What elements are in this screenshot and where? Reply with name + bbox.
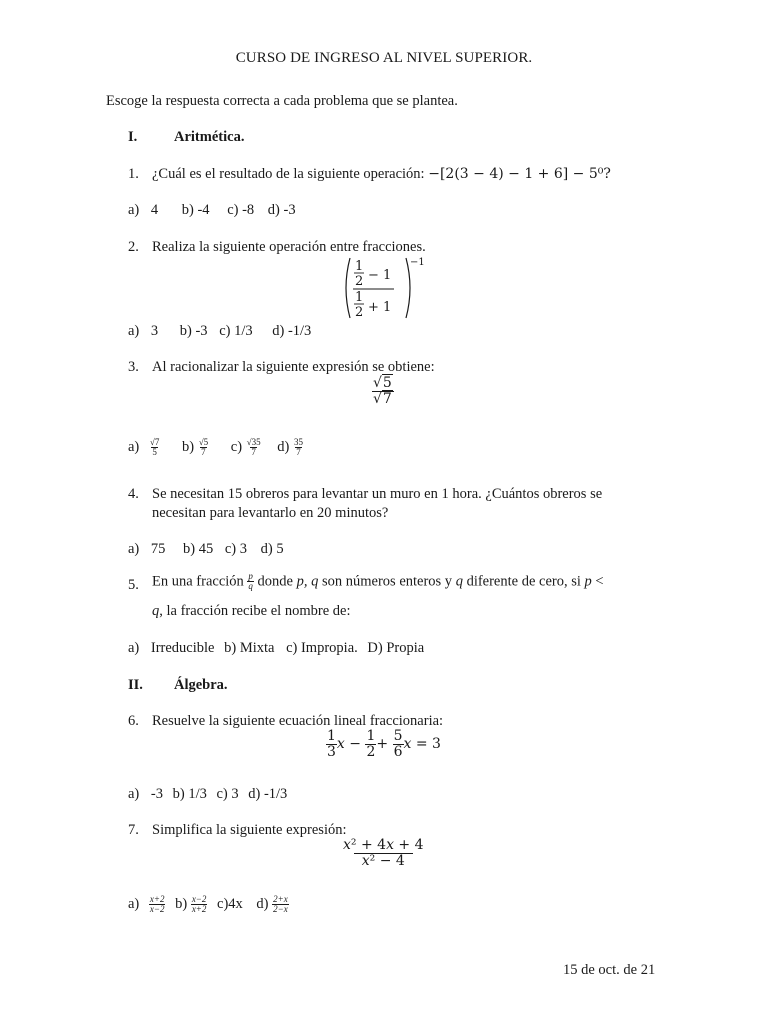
q7-text: Simplifica la siguiente expresión: [152,822,347,838]
q7-option-d-label: d) [256,896,269,913]
q6-option-c: c) 3 [216,786,239,802]
section-1-numeral: I. [128,129,138,145]
q5-text-line1: En una fracción $\frac{p}{q}$ donde p, q son números enteros y q diferente de cero, si p < [152,571,604,592]
q3-option-c-label: c) [230,439,243,456]
q5-text-part1: En una fracción [152,573,244,590]
svg-text:− 1: − 1 [368,268,392,283]
q7-option-b-label: b) [175,896,188,913]
q1-option-b: b) -4 [181,202,210,218]
q5-option-a-label: a) [128,640,140,656]
q1-text: ¿Cuál es el resultado de la siguiente operación: [152,166,425,182]
q1-option-c: c) -8 [227,202,255,218]
q3-option-d-label: d) [277,439,290,456]
q1-option-d: d) -3 [267,202,296,218]
q7-number: 7. [128,822,139,838]
q7-option-b-value: $\frac{x-2}{x+2}$ [191,894,207,915]
page-title: CURSO DE INGRESO AL NIVEL SUPERIOR. [235,50,533,66]
q3-option-b-value: $\frac{√5}{7}$ [198,437,209,458]
q4-options [128,541,284,558]
q4-option-d: d) 5 [260,541,284,557]
q7-options [128,895,289,915]
q4-option-a: 75 [150,541,166,557]
q5-text-part3: son números enteros y [321,573,453,590]
q2-option-c: c) 1/3 [219,323,253,339]
instructions-text: Escoge la respuesta correcta a cada problema que se plantea. [106,93,458,109]
q4-text-line2: necesitan para levantarlo en 20 minutos? [152,505,389,521]
svg-text:−1: −1 [410,257,425,268]
q3-text: Al racionalizar la siguiente expresión se obtiene: [152,359,435,375]
q6-option-b: b) 1/3 [172,786,207,802]
svg-text:1: 1 [355,259,364,274]
q2-fraction-expression [340,254,430,322]
q2-option-a-label: a) [128,323,140,339]
q4-option-b: b) 45 [183,541,214,557]
q5-option-b: b) Mixta [224,640,275,656]
q4-option-a-label: a) [128,541,140,557]
q1-number: 1. [128,166,139,182]
q5-number: 5. [128,577,139,593]
q1-option-a-label: a) [128,202,140,218]
q2-option-b: b) -3 [179,323,208,339]
q1-options [128,202,296,219]
q2-number: 2. [128,239,139,255]
svg-text:2: 2 [355,274,364,289]
q5-text-line2: , la fracción recibe el nombre de: [159,603,351,619]
section-2-heading: Álgebra. [174,677,228,693]
q5-option-a: Irreducible [150,640,215,656]
svg-text:2: 2 [355,305,364,320]
q2-option-a: 3 [150,323,159,339]
q3-option-d-value: $\frac{35}{7}$ [293,437,303,458]
q6-option-a: -3 [150,786,163,802]
q1-option-a: 4 [150,202,159,218]
q6-option-d: d) -1/3 [248,786,288,802]
q1-expression: −[2(3 − 4) − 1 + 6] − 5⁰? [428,166,611,182]
q5-fraction-p-over-q: $\frac{p}{q}$ [248,571,253,592]
q7-option-d-value: $\frac{2+x}{2-x}$ [273,894,288,915]
q6-options [128,786,287,803]
page-footer-date: 15 de oct. de 21 [563,962,656,978]
q7-expression: $\frac{\text{x² + 4x + 4}}{\text{x² − 4}}$ [343,837,424,869]
svg-text:1: 1 [355,290,364,305]
q5-text-part4: diferente de cero, si [466,573,581,590]
q3-number: 3. [128,359,139,375]
q3-option-a-value: $\frac{√7}{5}$ [149,437,160,458]
q5-option-d: D) Propia [367,640,425,656]
q4-text-line1: Se necesitan 15 obreros para levantar un muro en 1 hora. ¿Cuántos obreros se [152,486,603,502]
q1-question [152,166,611,183]
q5-text-part2: donde [257,573,293,590]
q2-option-d: d) -1/3 [272,323,312,339]
q2-text: Realiza la siguiente operación entre fracciones. [152,239,426,255]
q3-option-b-label: b) [181,439,195,456]
q5-options [128,640,424,657]
q2-options [128,323,311,340]
svg-text:+ 1: + 1 [368,300,392,315]
q5-option-c: c) Impropia. [286,640,358,656]
q6-number: 6. [128,713,139,729]
q4-option-c: c) 3 [224,541,247,557]
q6-option-a-label: a) [128,786,140,802]
q3-option-c-value: $\frac{√35}{7}$ [246,437,261,458]
section-2-numeral: II. [128,677,143,693]
q7-option-a-label: a) [128,896,140,913]
q3-options [128,438,304,458]
q6-equation: $\frac{1}{3}$ x − $\frac{1}{2}$ + $\frac{5}{6}$ x = 3 [327,728,441,760]
q4-number: 4. [128,486,139,502]
q6-text: Resuelve la siguiente ecuación lineal fraccionaria: [152,713,444,729]
q3-expression: $\frac{√5}{√7}$ [373,375,392,407]
q3-option-a-label: a) [128,439,140,456]
q7-option-c: c)4x [217,896,243,913]
q7-option-a-value: $\frac{x+2}{x-2}$ [149,894,165,915]
q5-text-line2-wrap: q, la fracción recibe el nombre de: [152,603,351,619]
section-1-heading: Aritmética. [174,129,245,145]
